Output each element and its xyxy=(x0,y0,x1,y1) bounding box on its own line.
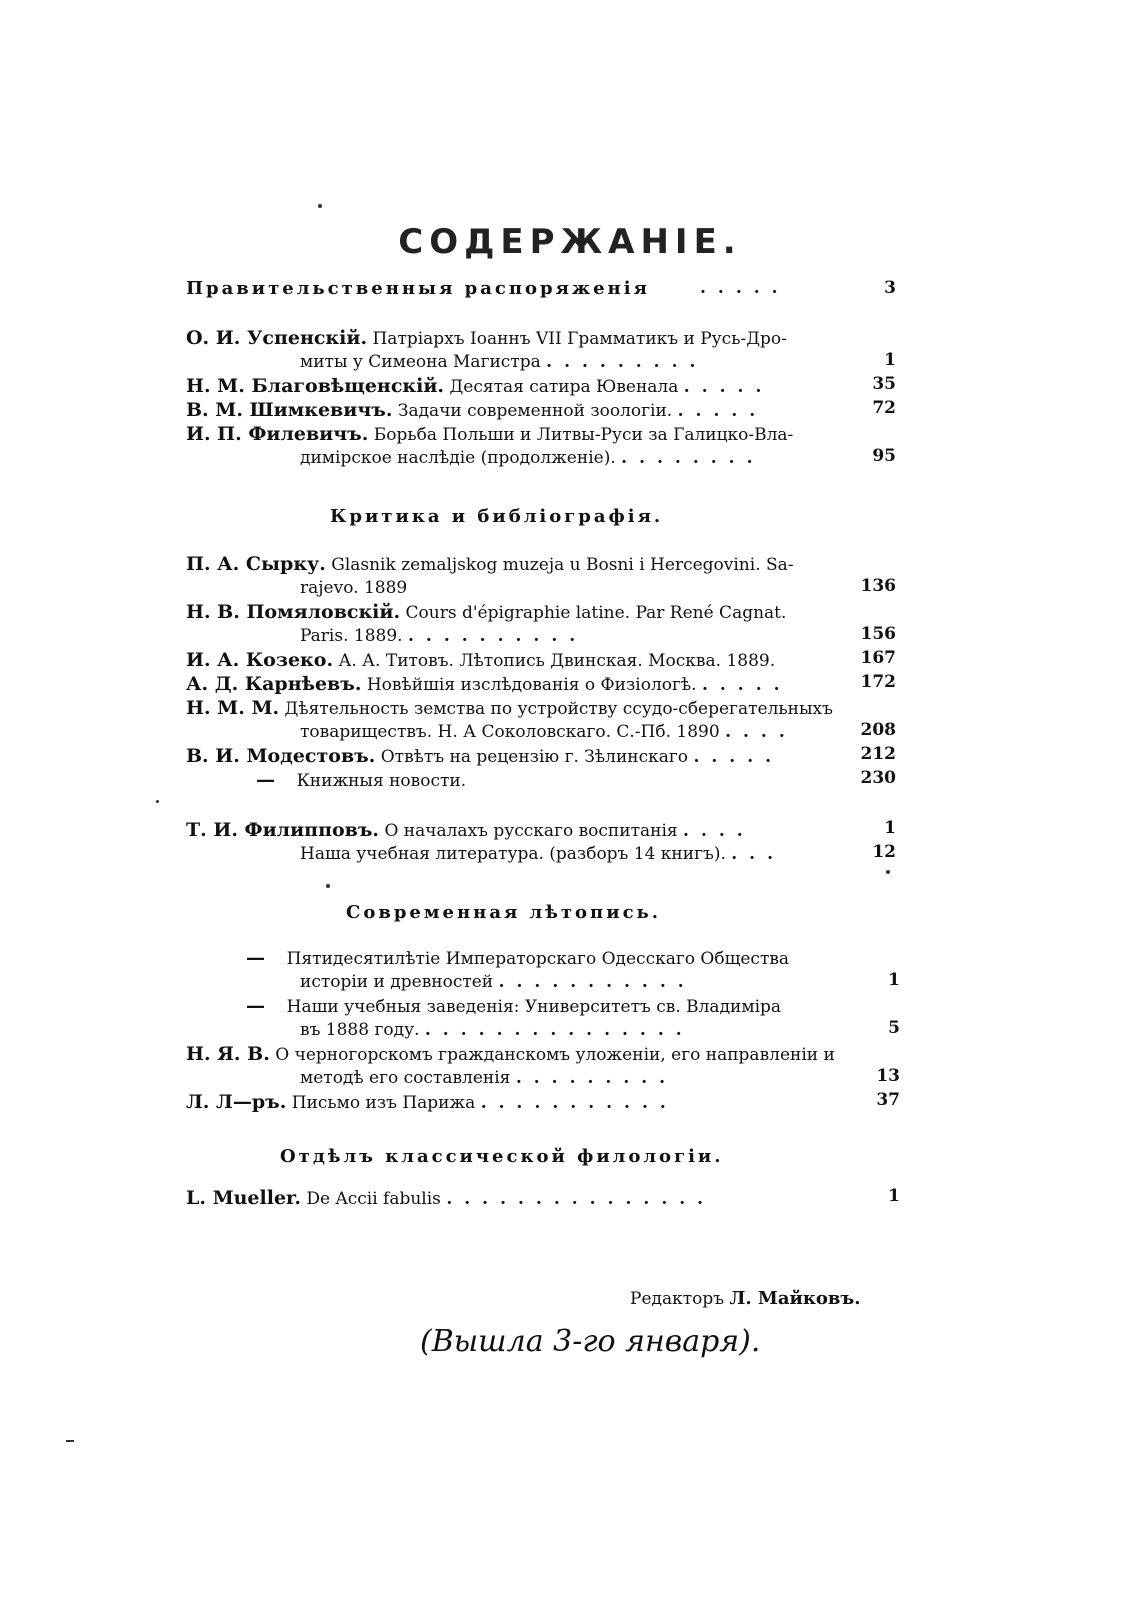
toc-entry[interactable] xyxy=(186,326,787,351)
editor-line xyxy=(630,1288,860,1309)
entry-title: Пятидесятилѣтіе Императорскаго Одесскаго Общества xyxy=(286,949,790,969)
entry-author: — xyxy=(256,769,275,791)
page-number: 230 xyxy=(860,768,896,788)
toc-entry[interactable] xyxy=(186,1042,835,1067)
entry-title: De Accii fabulis xyxy=(306,1189,441,1209)
entry-title: Дѣятельность земства по устройству ссудо-сберегательныхъ xyxy=(284,699,833,719)
toc-entry[interactable] xyxy=(246,946,789,971)
entry-title: Письмо изъ Парижа xyxy=(291,1093,476,1113)
entry-title: Cours d'épigraphie latine. Par René Cagnat. xyxy=(405,603,787,623)
entry-title-cont: методѣ его составленія ......... xyxy=(300,1068,678,1088)
entry-author: L. Mueller. xyxy=(186,1187,301,1209)
entry-title-cont: товариществъ. Н. А Соколовскаго. С.-Пб. 1890 .... xyxy=(300,722,797,742)
leader-dots: ..... xyxy=(700,278,790,298)
page-number: 167 xyxy=(860,648,896,668)
entry-author: И. П. Филевичъ. xyxy=(186,423,369,445)
entry-author: Н. Я. В. xyxy=(186,1043,270,1065)
speck xyxy=(156,800,159,803)
speck xyxy=(66,1440,74,1442)
entry-title: Glasnik zemaljskog muzeja u Bosni i Hercegovini. Sa- xyxy=(331,555,794,575)
handwritten-note: (Вышла 3-го января). xyxy=(420,1324,761,1359)
entry-title-cont: rajevo. 1889 xyxy=(300,578,408,598)
entry-title: Десятая сатира Ювенала xyxy=(449,377,679,397)
entry-author: Н. В. Помяловскій. xyxy=(186,601,401,623)
speck xyxy=(318,204,322,208)
entry-title: Новѣйшія изслѣдованія о Физіологѣ. xyxy=(366,675,697,695)
section-heading-gov: Правительственныя распоряженія xyxy=(186,278,650,299)
entry-title-cont: въ 1888 году. ............... xyxy=(300,1020,694,1040)
entry-author: Н. М. Благовѣщенскій. xyxy=(186,375,445,397)
page-number: 172 xyxy=(860,672,896,692)
entry-author: А. Д. Карнѣевъ. xyxy=(186,673,362,695)
page-number: 136 xyxy=(860,576,896,596)
toc-entry[interactable] xyxy=(186,696,833,721)
speck xyxy=(326,884,330,888)
page-number: 156 xyxy=(860,624,896,644)
toc-entry[interactable] xyxy=(186,600,786,625)
toc-entry[interactable] xyxy=(186,422,793,447)
toc-entry[interactable]: Наша учебная литература. (разборъ 14 книгъ). ... xyxy=(300,844,786,864)
toc-entry[interactable]: Л. Л—ръ. Письмо изъ Парижа ........... xyxy=(186,1091,678,1113)
editor-name: Л. Майковъ. xyxy=(729,1288,861,1309)
entry-author: И. А. Козеко. xyxy=(186,649,334,671)
entry-author: В. И. Модестовъ. xyxy=(186,745,376,767)
toc-entry[interactable]: В. И. Модестовъ. Отвѣтъ на рецензію г. Зѣлинскаго ..... xyxy=(186,745,784,767)
section-heading-chronicle: Современная лѣтопись. xyxy=(346,902,662,923)
entry-title: О черногорскомъ гражданскомъ уложеніи, его направленіи и xyxy=(275,1045,835,1065)
toc-entry[interactable] xyxy=(246,994,781,1019)
entry-author: — xyxy=(246,947,265,969)
entry-author: В. М. Шимкевичъ. xyxy=(186,399,393,421)
section-heading-classical: Отдѣлъ классической филологіи. xyxy=(280,1146,724,1167)
page-number: 72 xyxy=(872,398,896,418)
page-number: 3 xyxy=(884,278,896,298)
page-number: 1 xyxy=(884,350,896,370)
entry-title: Патріархъ Іоаннъ VII Грамматикъ и Русь-Дро- xyxy=(372,329,787,349)
toc-entry[interactable] xyxy=(186,648,775,673)
page-number: 5 xyxy=(888,1018,900,1038)
entry-title: Задачи современной зоологіи. xyxy=(397,401,673,421)
toc-entry[interactable]: Н. М. Благовѣщенскій. Десятая сатира Ювенала ..... xyxy=(186,375,774,397)
page-number: 35 xyxy=(872,374,896,394)
page-number: 37 xyxy=(876,1090,900,1110)
entry-title-cont: димірское наслѣдіе (продолженіе). ........ xyxy=(300,448,765,468)
entry-title-cont: исторіи и древностей ........... xyxy=(300,972,696,992)
page-number: 1 xyxy=(884,818,896,838)
page-number: 1 xyxy=(888,1186,900,1206)
entry-title: О началахъ русскаго воспитанія xyxy=(384,821,678,841)
entry-title: Книжныя новости. xyxy=(296,771,467,791)
toc-entry[interactable] xyxy=(186,552,794,577)
page-number: 12 xyxy=(872,842,896,862)
speck xyxy=(886,870,890,874)
toc-entry[interactable]: А. Д. Карнѣевъ. Новѣйшія изслѣдованія о Физіологѣ. ..... xyxy=(186,673,792,695)
entry-author: П. А. Сырку. xyxy=(186,553,326,575)
entry-title: А. А. Титовъ. Лѣтопись Двинская. Москва. 1889. xyxy=(338,651,776,671)
page-number: 212 xyxy=(860,744,896,764)
entry-author: Н. М. М. xyxy=(186,697,280,719)
section-heading-critique: Критика и библіографія. xyxy=(330,506,664,527)
entry-title-cont: миты у Симеона Магистра ......... xyxy=(300,352,708,372)
entry-author: — xyxy=(246,995,265,1017)
toc-entry[interactable]: L. Mueller. De Accii fabulis ............... xyxy=(186,1187,716,1209)
page-number: 13 xyxy=(876,1066,900,1086)
page-number: 208 xyxy=(860,720,896,740)
toc-entry[interactable]: В. М. Шимкевичъ. Задачи современной зоологіи. ..... xyxy=(186,399,768,421)
page-number: 1 xyxy=(888,970,900,990)
entry-title: Отвѣтъ на рецензію г. Зѣлинскаго xyxy=(380,747,689,767)
entry-title: Наши учебныя заведенія: Университетъ св. Владиміра xyxy=(286,997,782,1017)
entry-title: Наша учебная литература. (разборъ 14 книгъ). xyxy=(300,844,726,864)
toc-entry[interactable]: Т. И. Филипповъ. О началахъ русскаго воспитанія .... xyxy=(186,819,755,841)
entry-author: Л. Л—ръ. xyxy=(186,1091,287,1113)
entry-author: Т. И. Филипповъ. xyxy=(186,819,380,841)
entry-title-cont: Paris. 1889. .......... xyxy=(300,626,588,646)
entry-author: О. И. Успенскій. xyxy=(186,327,368,349)
page-number: 95 xyxy=(872,446,896,466)
page-title: СОДЕРЖАНІЕ. xyxy=(398,222,742,262)
entry-title: Борьба Польши и Литвы-Руси за Галицко-Вла- xyxy=(373,425,794,445)
editor-label: Редакторъ xyxy=(630,1289,725,1309)
toc-entry[interactable] xyxy=(256,768,466,793)
